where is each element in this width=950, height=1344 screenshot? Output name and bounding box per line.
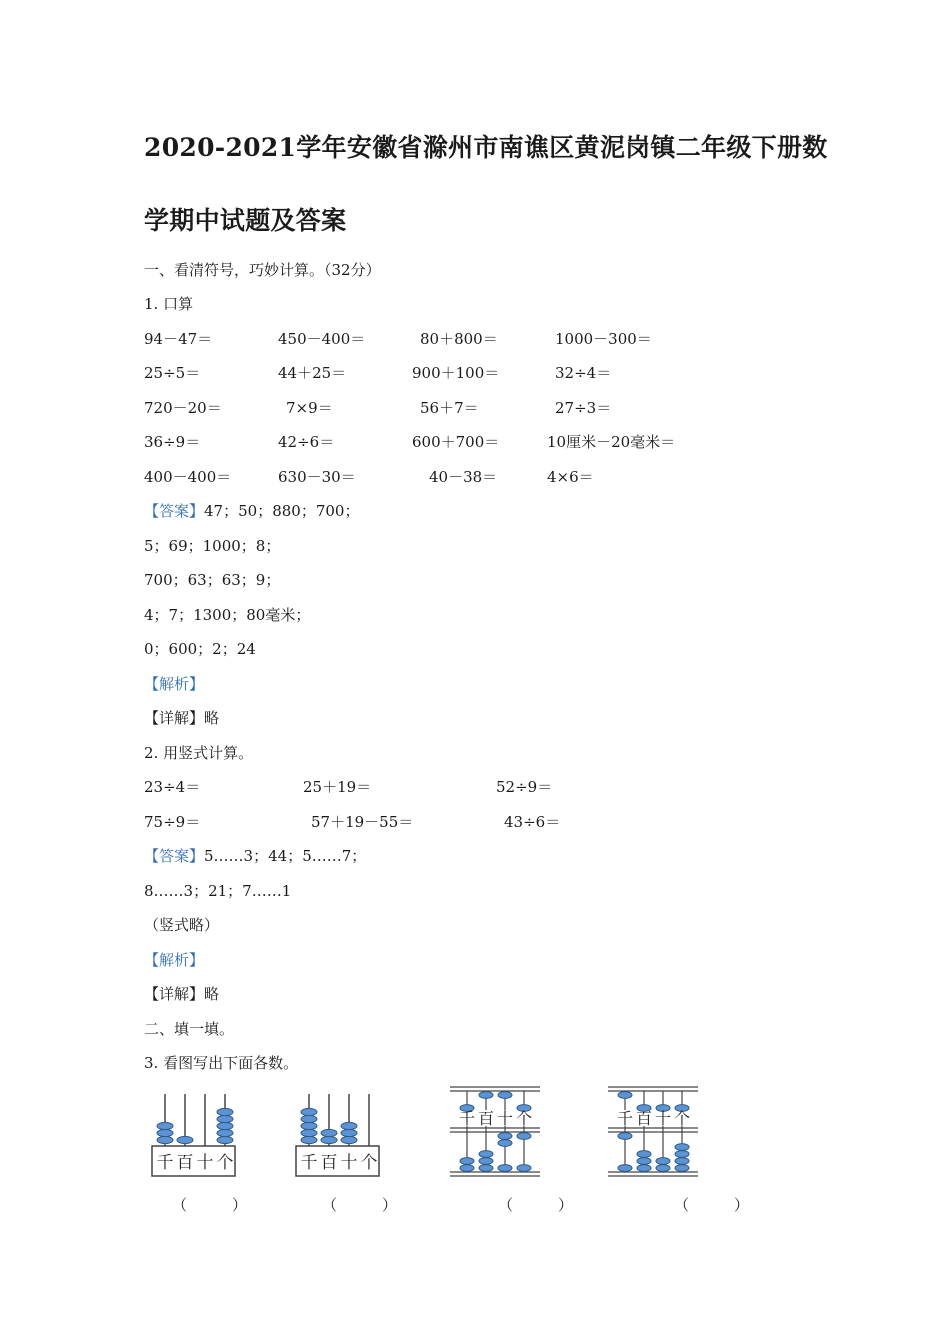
analysis-tag: 【解析】 [144, 951, 205, 969]
q1-item: 32÷4＝ [555, 364, 612, 382]
q2-answer-line [144, 845, 366, 866]
q1-item: 720－20＝ [144, 399, 222, 417]
answer-blank: （ ） [498, 1196, 574, 1214]
section-heading-1: 一、看清符号，巧妙计算。（32分） [144, 261, 381, 279]
q2-answer-line: 8……3；21；7……1 [144, 882, 292, 900]
q1-item: 56＋7＝ [420, 399, 479, 417]
q1-answer-line: 5；69；1000；8； [144, 537, 281, 555]
q1-item: 80＋800＝ [420, 330, 498, 348]
q1-item: 1000－300＝ [555, 330, 652, 348]
q1-item: 36÷9＝ [144, 433, 201, 451]
place-label: 十 [496, 1109, 514, 1128]
q2-note: （竖式略） [144, 916, 220, 934]
answer-blank: （ ） [172, 1196, 248, 1214]
q1-item: 42÷6＝ [278, 433, 335, 451]
q2-item: 57＋19－55＝ [311, 813, 414, 831]
place-label: 百 [635, 1109, 653, 1128]
abacus-figure-3 [448, 1084, 542, 1180]
place-label: 千 [616, 1109, 634, 1128]
q1-item: 900＋100＝ [412, 364, 500, 382]
abacus-figure-4 [606, 1084, 700, 1180]
q1-answer-line: 0；600；2；24 [144, 640, 256, 658]
q1-item: 10厘米－20毫米＝ [547, 433, 676, 451]
abacus-figure-2 [294, 1090, 382, 1180]
q1-item: 94－47＝ [144, 330, 213, 348]
q1-item: 400－400＝ [144, 468, 232, 486]
q1-item: 40－38＝ [429, 468, 498, 486]
q1-item: 4×6＝ [547, 468, 594, 486]
q1-item: 25÷5＝ [144, 364, 201, 382]
q1-item: 44＋25＝ [278, 364, 347, 382]
doc-title-line1: 2020-2021学年安徽省滁州市南谯区黄泥岗镇二年级下册数 [144, 133, 828, 162]
abacus-figure-1 [150, 1090, 238, 1180]
detail-tag: 【详解】 [144, 709, 205, 727]
place-label: 千 [156, 1153, 174, 1173]
place-label: 十 [654, 1109, 672, 1128]
detail-line [144, 707, 219, 728]
doc-title-line2: 学期中试题及答案 [144, 206, 347, 235]
place-label: 十 [340, 1153, 358, 1173]
q1-answer-line [144, 500, 359, 521]
q1-item: 450－400＝ [278, 330, 366, 348]
answer-text: 47；50；880；700； [204, 502, 360, 520]
q1-answer-line: 4；7；1300；80毫米； [144, 606, 311, 624]
q2-item: 43÷6＝ [504, 813, 561, 831]
place-label: 个 [216, 1153, 234, 1173]
q1-answer-line: 700；63；63；9； [144, 571, 281, 589]
place-label: 百 [320, 1153, 338, 1173]
detail-text: 略 [204, 709, 220, 727]
q1-item: 630－30＝ [278, 468, 356, 486]
place-label: 十 [196, 1153, 214, 1173]
place-label: 百 [477, 1109, 495, 1128]
q2-item: 52÷9＝ [496, 778, 553, 796]
place-label: 千 [458, 1109, 476, 1128]
answer-tag: 【答案】 [144, 847, 205, 865]
q2-item: 75÷9＝ [144, 813, 201, 831]
question-2-label: 2. 用竖式计算。 [144, 744, 254, 762]
section-heading-2: 二、填一填。 [144, 1020, 235, 1038]
analysis-tag: 【解析】 [144, 675, 205, 693]
detail-text: 略 [204, 985, 220, 1003]
q2-item: 25＋19＝ [303, 778, 372, 796]
answer-tag: 【答案】 [144, 502, 205, 520]
q1-item: 600＋700＝ [412, 433, 500, 451]
q1-item: 7×9＝ [286, 399, 333, 417]
place-label: 千 [300, 1153, 318, 1173]
detail-line [144, 983, 219, 1004]
question-3-label: 3. 看图写出下面各数。 [144, 1054, 299, 1072]
q2-item: 23÷4＝ [144, 778, 201, 796]
q1-item: 27÷3＝ [555, 399, 612, 417]
answer-blank: （ ） [674, 1196, 750, 1214]
answer-text: 5……3；44；5……7； [204, 847, 367, 865]
place-label: 个 [673, 1109, 691, 1128]
detail-tag: 【详解】 [144, 985, 205, 1003]
place-label: 个 [360, 1153, 378, 1173]
place-label: 百 [176, 1153, 194, 1173]
question-1-label: 1. 口算 [144, 295, 194, 313]
place-label: 个 [515, 1109, 533, 1128]
answer-blank: （ ） [322, 1196, 398, 1214]
